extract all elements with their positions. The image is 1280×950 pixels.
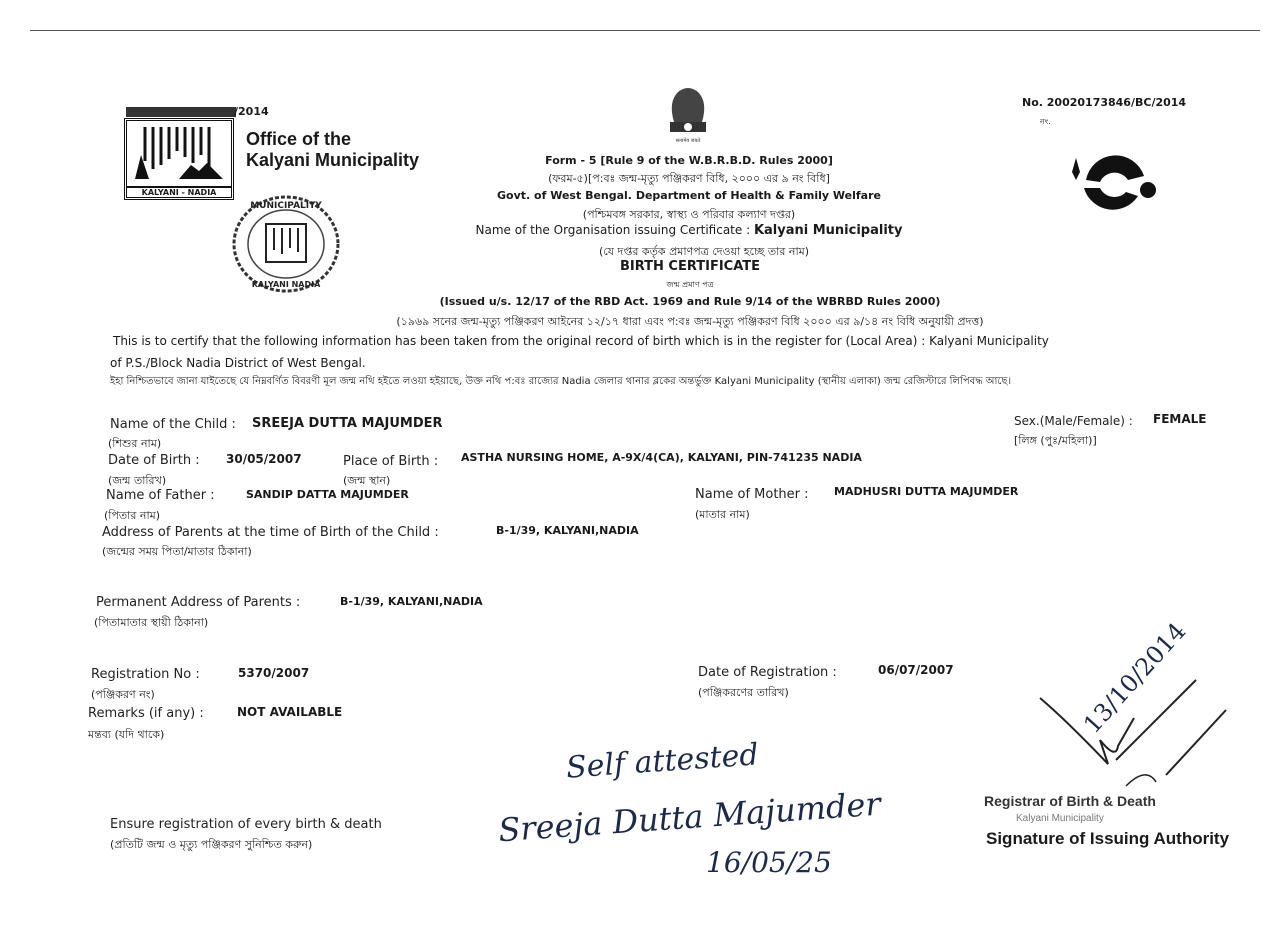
mother-label: Name of Mother : [695,487,809,502]
org-label: Name of the Organisation issuing Certificate : [475,223,754,237]
form-reference-bn: (ফরম-৫)[প:বঃ জন্ম-মৃত্যু পঞ্জিকরণ বিধি, ২০০০ এর ৯ নং বিধি] [548,172,830,185]
certificate-number: No. 20020173846/BC/2014 [1022,96,1187,109]
issuing-organisation-bn: (যে দপ্তর কর্তৃক প্রমাণপত্র দেওয়া হচ্ছে তার নাম) [598,245,810,258]
form-reference: Form - 5 [Rule 9 of the W.B.R.B.D. Rules 2000] [545,154,833,167]
document-title: BIRTH CERTIFICATE [619,259,761,274]
certificate-number-bn: নং. [1040,117,1051,126]
municipal-seal-icon [228,192,344,296]
svg-text:सत्यमेव जयते: सत्यमेव जयते [675,138,701,144]
dob-label: Date of Birth : [108,453,200,468]
dob-bn: (জন্ম তারিখ) [108,474,167,487]
birth-address-bn: (জন্মের সময় পিতা/মাতার ঠিকানা) [102,545,252,558]
national-emblem-icon [660,82,716,146]
handwritten-name: Sreeja Dutta Majumder [497,784,882,850]
handwritten-date: 16/05/25 [706,846,832,879]
permanent-address-bn: (পিতামাতার স্থায়ী ঠিকানা) [94,616,209,629]
father-label: Name of Father : [106,488,215,503]
child-name-label: Name of the Child : [110,417,236,432]
remarks-value: NOT AVAILABLE [237,705,343,719]
child-name-bn: (শিশুর নাম) [108,437,162,450]
svg-text:MUNICIPALITY: MUNICIPALITY [250,201,322,211]
registration-date-label: Date of Registration : [698,665,837,680]
km-logo-icon [127,121,231,181]
health-welfare-logo-icon [1068,150,1158,222]
self-attested-handwriting: Self attested [565,737,760,786]
child-name-value: SREEJA DUTTA MAJUMDER [252,416,443,431]
signature-date: 13/10/2014 [1078,617,1192,739]
ensure-registration: Ensure registration of every birth & death [110,817,382,832]
pob-value: ASTHA NURSING HOME, A-9X/4(CA), KALYANI, PIN-741235 NADIA [461,451,862,464]
mother-bn: (মাতার নাম) [695,508,750,521]
registration-date-value: 06/07/2007 [878,663,954,677]
certify-line2: of P.S./Block Nadia District of West Bengal. [110,356,366,370]
birth-address-label: Address of Parents at the time of Birth of the Child : [102,525,439,540]
certify-line1: This is to certify that the following information has been taken from the original record of birth which is in the register for (Local Area) : Kalyani Municipality [113,334,1049,348]
office-line2: Kalyani Municipality [246,150,420,170]
issuing-organisation [476,223,903,238]
govt-department-bn: (পশ্চিমবঙ্গ সরকার, স্বাস্থ্য ও পরিবার কল্যাণ দপ্তর) [582,208,796,221]
logo-caption: KALYANI - NADIA [127,186,231,197]
kalyani-logo [124,118,234,200]
dob-value: 30/05/2007 [226,452,302,466]
pob-bn: (জন্ম স্থান) [343,474,391,487]
certify-line-bn: ইহা নিশ্চিতভাবে জানা যাইতেছে যে নিম্নবর্ণিত বিবরণী মূল জন্ম নথি হইতে লওয়া হইয়াছে, উক্ত নথি প:বঃ রাজ্যের Nadia জেলার থানার ব্লকের অন্তর্ভুক্ত Kalyani Municipality (স্থানীয় এলাকা) জন্ম রেজিস্টারে লিপিবদ্ধ আছে। [110,376,1012,387]
birth-address-value: B-1/39, KALYANI,NADIA [496,524,639,537]
org-value: Kalyani Municipality [753,223,903,238]
permanent-address-label: Permanent Address of Parents : [96,595,301,610]
registration-no-bn: (পঞ্জিকরণ নং) [91,688,155,701]
registration-no-label: Registration No : [91,667,200,682]
pob-label: Place of Birth : [343,454,439,469]
sex-value: FEMALE [1153,412,1207,426]
govt-department: Govt. of West Bengal. Department of Health & Family Welfare [497,189,881,202]
scan-top-rule [30,30,1260,31]
registration-date-bn: (পঞ্জিকরণের তারিখ) [698,686,789,699]
ensure-registration-bn: (প্রতিটি জন্ম ও মৃত্যু পঞ্জিকরণ সুনিশ্চিত করুন) [110,838,313,851]
mother-value: MADHUSRI DUTTA MAJUMDER [834,485,1019,498]
logo-ref: /2014 [234,105,269,118]
issued-under-bn: (১৯৬৯ সনের জন্ম-মৃত্যু পঞ্জিকরণ আইনের ১২/১৭ ধারা এবং প:বঃ জন্ম-মৃত্যু পঞ্জিকরণ বিধি ২০০০ এর ৯/১৪ নং বিধি অনুযায়ী প্রদত্ত) [396,315,984,328]
permanent-address-value: B-1/39, KALYANI,NADIA [340,595,483,608]
remarks-label: Remarks (if any) : [88,706,204,721]
signature-label: Signature of Issuing Authority [986,829,1230,848]
registrar-place: Kalyani Municipality [1016,813,1104,824]
father-bn: (পিতার নাম) [104,509,161,522]
sex-label: Sex.(Male/Female) : [1014,414,1133,428]
office-line1: Office of the [246,129,352,149]
registration-no-value: 5370/2007 [238,666,310,680]
registrar-title: Registrar of Birth & Death [984,793,1156,809]
svg-text:KALYANI NADIA: KALYANI NADIA [251,280,321,289]
sex-bn: [লিঙ্গ (পুঃ/মহিলা)] [1014,434,1097,447]
redacted-ref [126,107,236,117]
remarks-bn: মন্তব্য (যদি থাকে) [88,728,165,741]
document-title-bn: জন্ম প্রমাণ পত্র [666,280,714,289]
father-value: SANDIP DATTA MAJUMDER [246,488,409,501]
issued-under: (Issued u/s. 12/17 of the RBD Act. 1969 and Rule 9/14 of the WBRBD Rules 2000) [439,295,941,308]
